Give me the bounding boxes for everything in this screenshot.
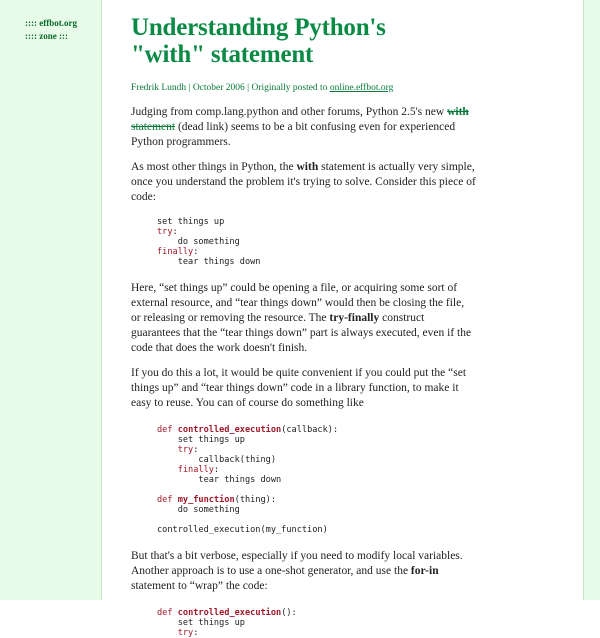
page-title bbox=[131, 14, 476, 68]
sidebar-link-zone[interactable]: :::: zone ::: bbox=[25, 31, 68, 41]
sidebar-nav bbox=[25, 17, 77, 43]
p2-text-before: As most other things in Python, the bbox=[131, 161, 297, 173]
code-keyword: def bbox=[157, 608, 173, 618]
paragraph-4: If you do this a lot, it would be quite convenient if you could put the “set things up” and “tear things down” code in a library function, to make it easy to reuse. You can of course do something like bbox=[131, 367, 467, 409]
byline bbox=[131, 83, 476, 93]
code-block-3 bbox=[157, 608, 476, 638]
p3-text-before: Here, “set things up” could be opening a file, or acquiring some sort of external resource, and “tear things down” would then be closing the file, or releasing or removing the resource. The bbox=[131, 282, 465, 324]
article bbox=[131, 14, 476, 638]
sidebar-link-effbot[interactable]: :::: effbot.org bbox=[25, 18, 77, 28]
code-text: (thing): bbox=[234, 495, 277, 505]
paragraph-1 bbox=[131, 105, 476, 150]
code-text: : bbox=[193, 445, 199, 455]
right-margin-strip bbox=[583, 0, 600, 600]
paragraph-3 bbox=[131, 281, 476, 356]
code-keyword: try bbox=[177, 628, 194, 638]
title-line-1: Understanding Python's bbox=[131, 14, 386, 41]
code-text: : bbox=[172, 227, 178, 237]
p3-text-after: construct guarantees that the “tear things down” part is always executed, even if the code that does the work doesn't finish. bbox=[131, 312, 472, 354]
with-keyword: with bbox=[296, 161, 319, 173]
statement-link[interactable]: statement bbox=[131, 121, 176, 133]
code-keyword: def bbox=[157, 495, 173, 505]
code-line: tear things down bbox=[157, 257, 261, 267]
code-line: tear things down bbox=[157, 475, 282, 485]
code-line: do something bbox=[157, 505, 240, 515]
byline-separator: | bbox=[186, 83, 193, 93]
paragraph-2 bbox=[131, 160, 476, 205]
code-line: controlled_execution(my_function) bbox=[157, 525, 328, 535]
code-text: : bbox=[213, 465, 220, 475]
code-keyword: finally bbox=[157, 247, 194, 257]
p2-text-after: statement is actually very simple, once you understand the problem it's trying to solve. Consider this piece of code: bbox=[131, 161, 476, 203]
try-finally-keyword: try-finally bbox=[329, 312, 380, 324]
code-text: : bbox=[193, 247, 199, 257]
p1-text-after: (dead link) seems to be a bit confusing even for experienced Python programmers. bbox=[131, 121, 456, 148]
paragraph-5 bbox=[131, 549, 476, 594]
code-block-1 bbox=[157, 217, 476, 267]
with-link[interactable]: with bbox=[447, 106, 469, 118]
code-keyword: finally bbox=[177, 465, 214, 475]
code-function-name: my_function bbox=[177, 495, 235, 505]
origin-text: Originally posted to bbox=[251, 83, 330, 93]
code-block-2 bbox=[157, 425, 476, 535]
p5-text-after: statement to “wrap” the code: bbox=[131, 580, 268, 592]
origin-link[interactable]: online.effbot.org bbox=[329, 83, 394, 93]
code-text: : bbox=[193, 628, 199, 638]
code-keyword: def bbox=[157, 425, 173, 435]
date: October 2006 bbox=[192, 83, 245, 93]
for-in-keyword: for-in bbox=[410, 565, 439, 577]
code-text: (): bbox=[281, 608, 297, 618]
left-sidebar bbox=[0, 0, 102, 600]
code-function-name: controlled_execution bbox=[177, 425, 282, 435]
code-line: set things up bbox=[157, 618, 245, 628]
p5-text-before: But that's a bit verbose, especially if you need to modify local variables. Another approach is to use a one-shot generator, and use the bbox=[131, 550, 463, 577]
code-text: (callback): bbox=[281, 425, 339, 435]
code-keyword: try bbox=[157, 227, 173, 237]
code-keyword: try bbox=[177, 445, 194, 455]
code-function-name: controlled_execution bbox=[177, 608, 282, 618]
title-line-2: "with" statement bbox=[131, 41, 314, 68]
code-line: set things up bbox=[157, 435, 245, 445]
byline-separator: | bbox=[244, 83, 252, 93]
code-line: set things up bbox=[157, 217, 225, 227]
code-line: do something bbox=[157, 237, 240, 247]
p1-text-before: Judging from comp.lang.python and other forums, Python 2.5's new bbox=[131, 106, 448, 118]
code-line: callback(thing) bbox=[157, 455, 276, 465]
author: Fredrik Lundh bbox=[131, 83, 187, 93]
